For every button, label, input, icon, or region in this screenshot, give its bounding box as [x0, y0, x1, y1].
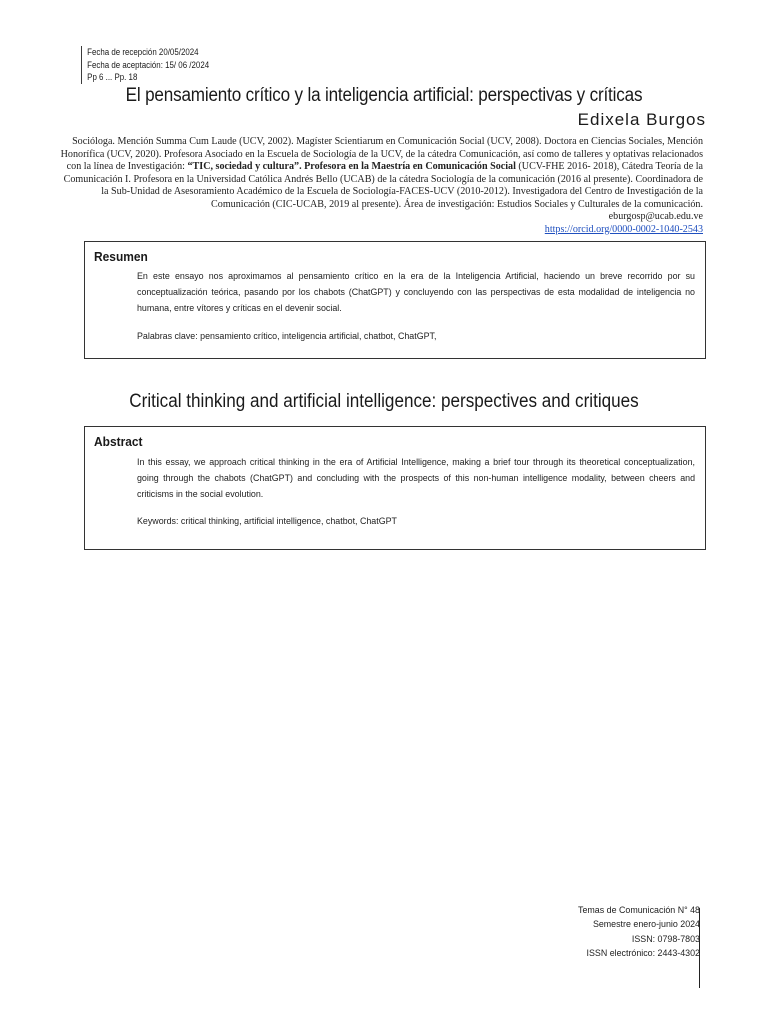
reception-info — [81, 46, 281, 84]
page-range: Pp 6 ... Pp. 18 — [87, 72, 138, 82]
journal-issn: ISSN: 0798-7803 — [631, 933, 700, 944]
abstract-box — [84, 426, 706, 550]
resumen-text: En este ensayo nos aproximamos al pensamiento crítico en la era de la Inteligencia Artificial, haciendo un breve recorrido por su conceptualización teórica, pasando por los chabots (ChatGPT) y concluyendo con las perspectivas de esta modalidad de inteligencia no humana, entre vítores y críticas en el devenir social. — [137, 271, 695, 313]
resumen-box — [84, 241, 706, 359]
acceptance-date: Fecha de aceptación: 15/ 06 /2024 — [87, 59, 210, 70]
journal-name: Temas de Comunicación N° 48 — [578, 905, 700, 915]
abstract-heading: Abstract — [94, 434, 143, 449]
abstract-text: In this essay, we approach critical thinking in the era of Artificial Intelligence, making a brief tour through its theoretical conceptualization, going through the chabots (ChatGPT) and concluding with the prospects of this non-human intelligence modality, between cheers and criticisms in the social evolution. — [137, 457, 695, 499]
journal-semester: Semestre enero-junio 2024 — [592, 919, 700, 930]
journal-info — [500, 903, 700, 960]
orcid-link[interactable]: https://orcid.org/0000-0002-1040-2543 — [544, 223, 703, 235]
author-bio — [60, 136, 703, 236]
bio-text-1: Socióloga. Mención Summa Cum Laude (UCV, 2002). Magíster Scientiarum en Comunicación Social (UCV, 2008). Doctora en Ciencias Sociales, Mención Honorífica (UCV, 2020). Profesora Asociado en la Escuela de Sociología de la UCV, de la cátedra Comunicación, así como de talleres y optativas relacionados con la línea de Investigación: — [60, 136, 703, 172]
title-english: Critical thinking and artificial intelligence: perspectives and critiques — [129, 391, 639, 412]
author-name: Edixela Burgos — [577, 110, 706, 129]
resumen-heading: Resumen — [94, 249, 148, 264]
bio-text-2: (UCV-FHE 2016- 2018), Cátedra Teoría de la Comunicación I. Profesora en la Universidad Católica Andrés Bello (UCAB) de la cátedra Sociología de la comunicación (2016 al presente). Coordinadora de la Sub-Unidad de Asesoramiento Académico de la Escuela de Sociología-FACES-UCV (2010-2012). Investigadora del Centro de Investigación de la Comunicación (CIC-UCAB, 2019 al presente). Área de investigación: Estudios Sociales y Culturales de la comunicación. — [63, 161, 703, 210]
resumen-keywords: Palabras clave: pensamiento crítico, inteligencia artificial, chatbot, ChatGPT, — [137, 331, 437, 341]
journal-divider — [699, 908, 700, 988]
bio-bold-text: “TIC, sociedad y cultura”. Profesora en la Maestría en Comunicación Social — [187, 161, 516, 172]
author-email: eburgosp@ucab.edu.ve — [608, 211, 703, 222]
journal-issn-electronic: ISSN electrónico: 2443-4302 — [586, 947, 700, 958]
reception-date: Fecha de recepción 20/05/2024 — [87, 47, 199, 57]
abstract-keywords: Keywords: critical thinking, artificial intelligence, chatbot, ChatGPT — [137, 516, 397, 526]
title-spanish: El pensamiento crítico y la inteligencia artificial: perspectivas y críticas — [125, 85, 643, 106]
